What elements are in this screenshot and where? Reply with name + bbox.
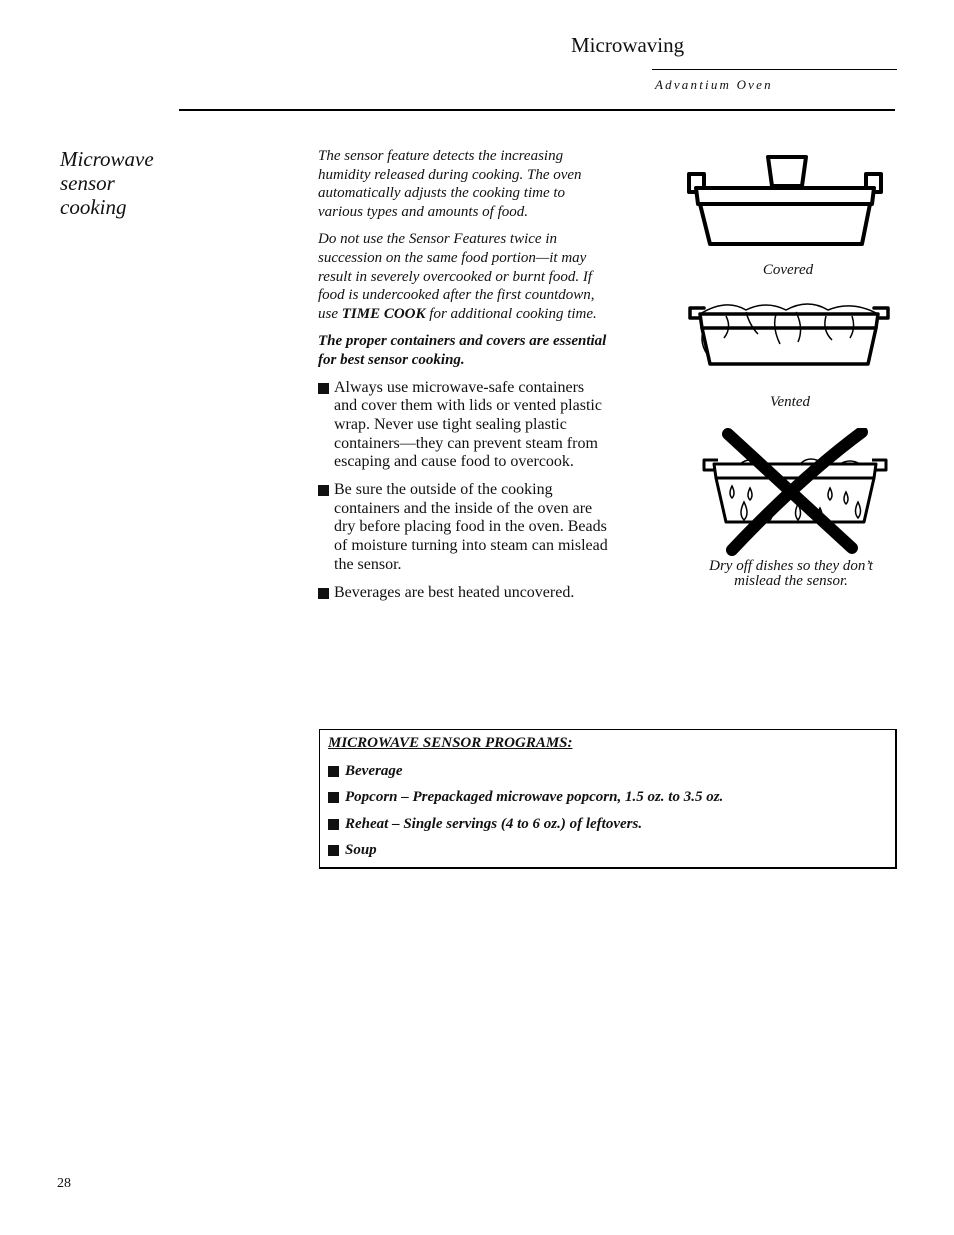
- bullet-text: Be sure the outside of the cooking containers and the inside of the oven are dry before placing food in the oven. Beads of moisture turning into steam can mislead the sensor.: [334, 481, 608, 573]
- program-item: [328, 842, 377, 859]
- header-title: Microwaving: [571, 33, 685, 57]
- vented-caption: Vented: [770, 394, 810, 410]
- square-bullet-icon: [318, 588, 329, 599]
- header-rule-short: [652, 69, 897, 70]
- program-label: Reheat – Single servings (4 to 6 oz.) of leftovers.: [345, 816, 643, 832]
- square-bullet-icon: [328, 845, 339, 856]
- body-column: [318, 147, 608, 611]
- square-bullet-icon: [328, 819, 339, 830]
- bullet-item: [318, 584, 608, 603]
- program-item: [328, 789, 723, 806]
- program-item: [328, 763, 402, 780]
- header-subtitle: Advantium Oven: [655, 77, 773, 92]
- wet-dish-crossed-icon: [700, 428, 890, 556]
- warning-paragraph: [318, 230, 608, 323]
- containers-note: The proper containers and covers are essential for best sensor cooking.: [318, 333, 607, 368]
- header-rule-long: [179, 109, 895, 111]
- time-cook-label: TIME COOK: [341, 305, 426, 322]
- wet-dish-caption: [690, 559, 892, 589]
- sensor-programs-box: [319, 729, 897, 869]
- square-bullet-icon: [328, 766, 339, 777]
- bullet-text: Beverages are best heated uncovered.: [334, 583, 575, 601]
- wet-dish-caption-line1: Dry off dishes so they don’t: [709, 558, 873, 574]
- wet-dish-caption-line2: mislead the sensor.: [734, 573, 848, 589]
- bullet-item: [318, 379, 608, 473]
- warning-text-end: for additional cooking time.: [425, 305, 597, 322]
- vented-dish-icon: [686, 298, 892, 372]
- intro-paragraph: The sensor feature detects the increasing humidity released during cooking. The oven automatically adjusts the cooking time to various types and amounts of food.: [318, 148, 582, 220]
- warning-text-start: Do not use the Sensor Features twice in succession on the same food portion—it may result in severely overcooked or burnt food. If food is undercooked after the first countdown, use: [318, 231, 595, 322]
- covered-caption: Covered: [762, 262, 814, 278]
- program-label: Beverage: [345, 763, 403, 779]
- square-bullet-icon: [318, 383, 329, 394]
- section-title: Microwave sensor cooking: [60, 147, 154, 219]
- program-item: [328, 816, 642, 833]
- programs-heading: MICROWAVE SENSOR PROGRAMS:: [328, 735, 573, 751]
- bullet-item: [318, 481, 608, 575]
- program-label: Soup: [345, 842, 377, 858]
- bullet-text: Always use microwave-safe containers and cover them with lids or vented plastic wrap. Never use tight sealing plastic containers—they can prevent steam from escaping and cause food to overcook.: [334, 378, 602, 471]
- program-label: Popcorn – Prepackaged microwave popcorn, 1.5 oz. to 3.5 oz.: [345, 789, 724, 805]
- square-bullet-icon: [318, 485, 329, 496]
- covered-dish-icon: [686, 152, 884, 254]
- page-number: 28: [57, 1176, 71, 1191]
- square-bullet-icon: [328, 792, 339, 803]
